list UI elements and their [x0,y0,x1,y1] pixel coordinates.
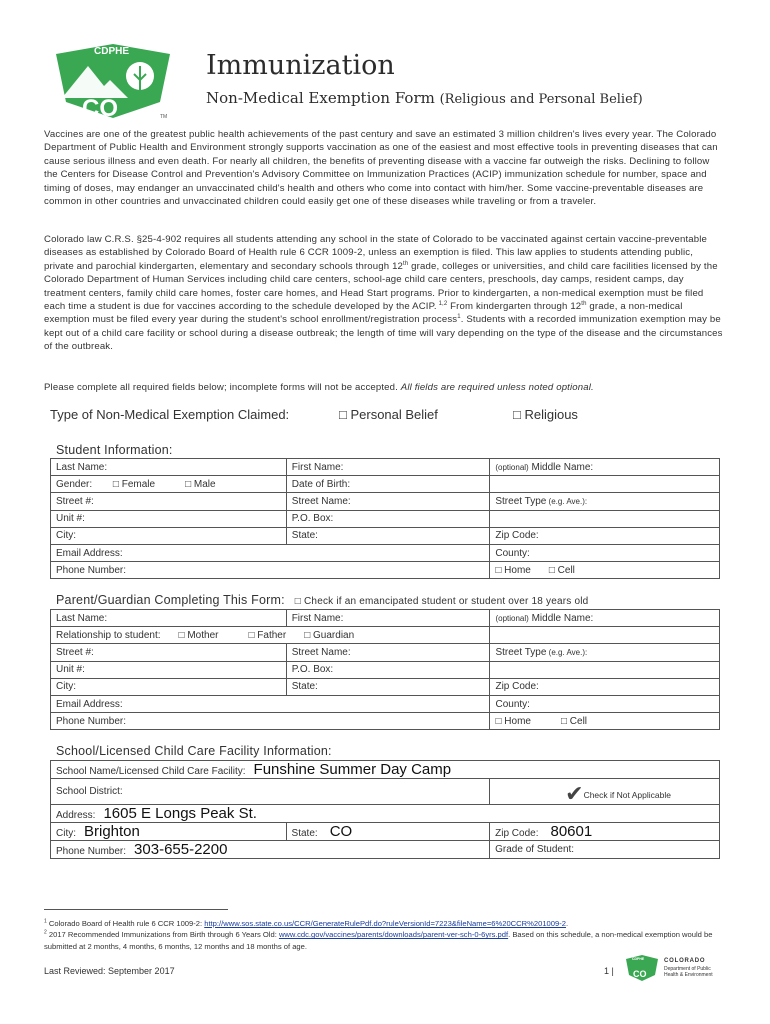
city-label: City: [56,828,76,839]
phone-label: Phone Number: [56,846,127,857]
table-row [51,678,720,695]
relationship-field [51,627,490,644]
subtitle-paren: (Religious and Personal Belief) [439,92,643,107]
footer-logo-cdphe: CDPHE [632,957,645,961]
required-fields-note [44,381,724,394]
not-applicable-field [490,779,720,805]
guardian-email-field[interactable]: Email Address: [51,695,490,712]
guardian-phone-field[interactable]: Phone Number: [51,713,490,730]
zip-value: 80601 [550,823,593,840]
middle-name-label: Middle Name: [528,461,594,473]
empty-cell [490,627,720,644]
guardian-first-name-field[interactable]: First Name: [286,610,490,627]
p2-part-c: From kindergarten through 12 [447,301,582,313]
empty-cell [490,510,720,527]
table-row [51,805,720,823]
footnote-1 [44,918,728,929]
guardian-checkbox[interactable]: □ Guardian [304,629,355,641]
phone-value: 303-655-2200 [134,841,228,858]
optional-label: (optional) [495,462,529,472]
table-row [51,627,720,644]
guardian-middle-name-field[interactable] [490,610,720,627]
table-row [51,841,720,859]
student-section-title: Student Information: [56,443,173,457]
student-street-type-field[interactable] [490,493,720,510]
guardian-unit-field[interactable]: Unit #: [51,661,287,678]
table-row [51,562,720,579]
female-checkbox[interactable]: □ Female [112,478,156,490]
guardian-county-field[interactable]: County: [490,695,720,712]
table-row [51,823,720,841]
logo-cdphe-text: CDPHE [94,46,130,57]
table-row [51,695,720,712]
student-phone-field[interactable]: Phone Number: [51,562,490,579]
gender-label: Gender: [56,478,93,490]
guardian-street-name-field[interactable]: Street Name: [286,644,490,661]
table-row [51,661,720,678]
male-checkbox[interactable]: □ Male [185,478,216,490]
father-checkbox[interactable]: □ Father [248,629,287,641]
student-city-field[interactable]: City: [51,527,287,544]
state-value: CO [329,823,353,840]
footnote-2-number: 2 [44,929,47,936]
home-checkbox[interactable]: □ Home [495,564,531,576]
table-row [51,459,720,476]
facility-address-field[interactable] [51,805,720,823]
required-note-text: Please complete all required fields below; incomplete forms will not be accepted. [44,382,401,393]
facility-state-field[interactable] [286,823,490,841]
page-number: 1 | [604,966,614,976]
guardian-zip-field[interactable]: Zip Code: [490,678,720,695]
middle-name-label: Middle Name: [528,612,594,624]
student-state-field[interactable]: State: [286,527,490,544]
p2-part-a: Colorado law C.R.S. §25-4-902 requires all students attending any school in the state of Colorado to be vaccinated against certain vaccine-preventable diseases as established by Colorado Board of Health rule 6 CCR 1009-2, unless an exemption is filed. This law applies to students attending public, private and parochial kindergarten, elementary and secondary schools through 12 [44,234,707,272]
student-middle-name-field[interactable] [490,459,720,476]
footnote-divider [44,909,228,910]
guardian-section-title [56,593,588,607]
footer-cdphe-logo [624,953,724,983]
student-gender-field [51,476,287,493]
school-district-field[interactable]: School District: [51,779,490,805]
footnote-2-text: 2017 Recommended Immunizations from Birth through 6 Years Old: [46,930,279,940]
address-label: Address: [56,810,96,821]
student-county-field[interactable]: County: [490,544,720,561]
last-reviewed-date: Last Reviewed: September 2017 [44,966,175,976]
facility-zip-field[interactable] [490,823,720,841]
grade-field[interactable]: Grade of Student: [490,841,720,859]
address-value: 1605 E Longs Peak St. [103,805,257,822]
exemption-type-label: Type of Non-Medical Exemption Claimed: [50,407,290,422]
page-title: Immunization [206,50,395,81]
page-subtitle [206,89,643,107]
facility-section-title: School/Licensed Child Care Facility Information: [56,744,332,758]
guardian-info-table [50,609,720,730]
emancipated-checkbox[interactable]: □ Check if an emancipated student or student over 18 years old [294,596,589,607]
student-street-number-field[interactable]: Street #: [51,493,287,510]
cell-checkbox[interactable]: □ Cell [548,564,575,576]
subtitle-main: Non-Medical Exemption Form [206,89,440,107]
p2-sup-3: th [581,300,587,307]
footnote-1-text: Colorado Board of Health rule 6 CCR 1009-2: [46,919,205,928]
p2-sup-1: th [403,260,409,267]
guardian-street-type-field[interactable] [490,644,720,661]
footnotes [44,918,728,952]
table-row [51,779,720,805]
student-phone-type [490,562,720,579]
empty-cell [490,476,720,493]
cdphe-logo [48,40,178,120]
facility-name-label: School Name/Licensed Child Care Facility: [56,766,246,777]
student-first-name-field[interactable]: First Name: [286,459,490,476]
cell-checkbox[interactable]: □ Cell [560,715,588,727]
religious-checkbox[interactable]: □ Religious [513,407,578,422]
footnote-1-end: . [565,919,569,928]
facility-city-field[interactable] [51,823,287,841]
table-row [51,476,720,493]
zip-label: Zip Code: [495,828,539,839]
checkmark-icon[interactable]: ✔ [565,782,584,807]
footnote-1-link[interactable]: http://www.sos.state.co.us/CCR/GenerateRulePdf.do?ruleVersionId=7223&fileName=6%20CCR%201009-2 [204,919,566,928]
p2-sup-4: 1 [457,314,461,321]
city-value: Brighton [84,823,140,840]
table-row [51,527,720,544]
guardian-city-field[interactable]: City: [51,678,287,695]
student-last-name-field[interactable]: Last Name: [51,459,287,476]
table-row [51,493,720,510]
footer-logo-dept: Department of Public [664,966,711,972]
p2-part-d: grade, a non-medical exemption must be filed every year during the student's school enrollment/registration process [44,301,683,326]
student-info-table [50,458,720,579]
guardian-street-number-field[interactable]: Street #: [51,644,287,661]
table-row [51,544,720,561]
table-row [51,761,720,779]
personal-belief-checkbox[interactable]: □ Personal Belief [339,407,438,422]
student-email-field[interactable]: Email Address: [51,544,490,561]
facility-name-value: Funshine Summer Day Camp [253,761,452,778]
guardian-title-text: Parent/Guardian Completing This Form: [56,593,285,607]
intro-paragraph-2 [44,233,724,354]
street-type-example: (e.g. Ave.): [546,647,588,657]
logo-co-text: CO [82,95,118,120]
intro-paragraph-1: Vaccines are one of the greatest public health achievements of the past century and save an estimated 3 million children's lives every year. The Colorado Department of Public Health and Environment strongly supports vaccination as one of the easiest and most effective tools in preventing diseases that can cause serious illness and even death. For nearly all children, the benefits of preventing disease with a vaccine far outweigh the risks. Declining to follow the Centers for Disease Control and Prevention's Advisory Committee on Immunization Practices (ACIP) immunization schedule for number, space and timing of doses, may endanger an unvaccinated child's health and others who come into contact with him/her. Some vaccine-preventable diseases are common in other countries and unvaccinated children could easily get one of these diseases while traveling or from a traveler. [44,129,718,208]
footer-logo-state: COLORADO [664,958,706,964]
footnote-2 [44,929,728,952]
home-checkbox[interactable]: □ Home [495,715,531,727]
p2-part-e: . Students with a recorded immunization exemption may be kept out of a child care facility or school during a disease outbreak; the length of time will vary depending on the type of the disease and the circumstances of the outbreak. [44,314,723,353]
state-label: State: [291,828,318,839]
guardian-state-field[interactable]: State: [286,678,490,695]
logo-tm-text: TM [160,114,168,120]
empty-cell [490,661,720,678]
table-row [51,610,720,627]
optional-label: (optional) [495,613,529,623]
footnote-2-link[interactable]: www.cdc.gov/vaccines/parents/downloads/parent-ver-sch-0-6yrs.pdf [278,930,509,940]
footer-logo-dept2: Health & Environment [664,972,713,978]
page-header [0,0,770,125]
guardian-po-box-field[interactable]: P.O. Box: [286,661,490,678]
street-type-label: Street Type [495,646,547,658]
student-unit-field[interactable]: Unit #: [51,510,287,527]
required-note-italic: All fields are required unless noted optional. [400,382,594,393]
facility-info-table [50,760,720,859]
student-dob-field[interactable]: Date of Birth: [286,476,490,493]
guardian-last-name-field[interactable]: Last Name: [51,610,287,627]
mother-checkbox[interactable]: □ Mother [178,629,219,641]
p2-sup-2: 1,2 [436,300,448,307]
student-street-name-field[interactable]: Street Name: [286,493,490,510]
facility-phone-field[interactable] [51,841,490,859]
street-type-label: Street Type [495,495,547,507]
table-row [51,713,720,730]
facility-name-field[interactable] [51,761,720,779]
table-row [51,510,720,527]
street-type-example: (e.g. Ave.): [546,496,588,506]
table-row [51,644,720,661]
student-zip-field[interactable]: Zip Code: [490,527,720,544]
footnote-1-number: 1 [44,918,47,925]
student-po-box-field[interactable]: P.O. Box: [286,510,490,527]
relationship-label: Relationship to student: [56,629,161,641]
p2-part-b: grade, colleges or universities, and child care facilities licensed by the Colorado Department of Human Services including child care centers, school-age child care centers, preschools, day camps, resident camps, day treatment centers, family child care homes, foster care homes, and Head Start programs. Prior to kindergarten, a non-medical exemption must be filed each time a student is due for vaccines according to the schedule developed by the ACIP. [44,260,718,313]
footnote-2-end: . Based on this schedule, a non-medical exemption would be submitted at 2 months, 4 months, 6 months, 12 months and 18 months of age. [44,930,713,951]
not-applicable-label: Check if Not Applicable [583,790,671,800]
guardian-phone-type [490,713,720,730]
footer-logo-co: CO [633,969,647,979]
